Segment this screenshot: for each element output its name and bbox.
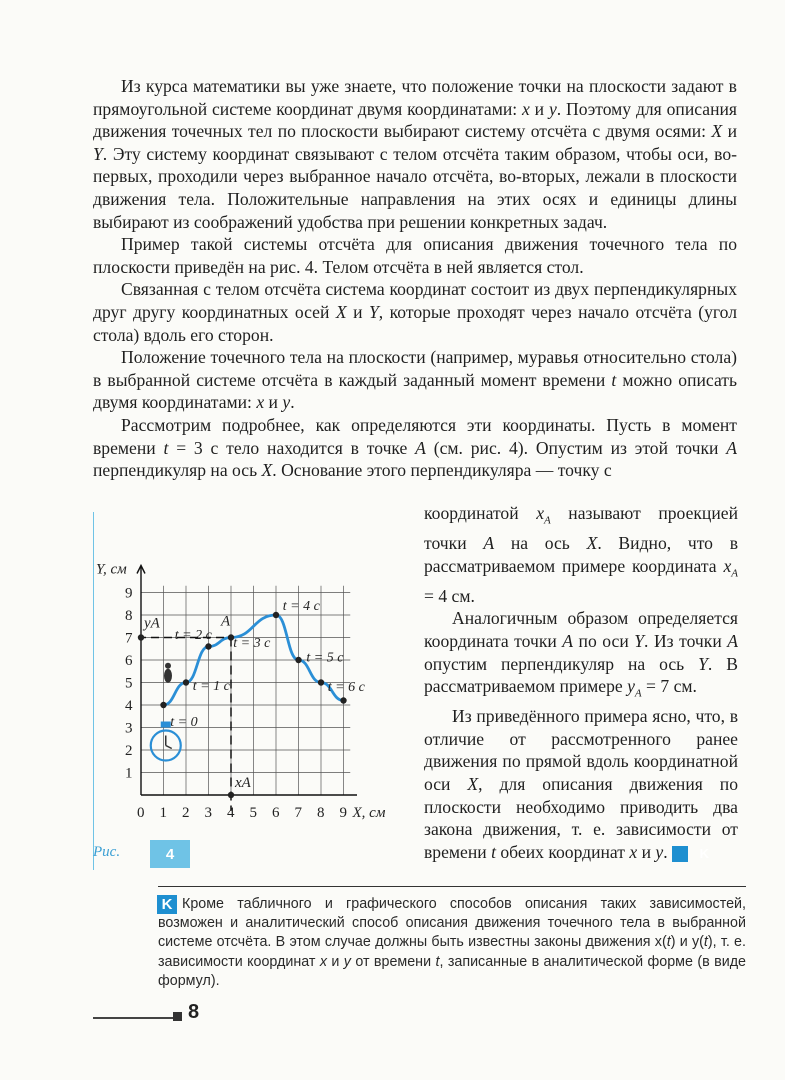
figure-number-badge: 4 <box>150 840 190 868</box>
time-label: t = 6 с <box>327 679 365 695</box>
x-tick-label: 9 <box>339 805 347 821</box>
column-paragraph-3: Из приведённого примера ясно, что, в отличие от рассмотренного ранее движения по прямой вдоль координатной оси X, для описания движения по плоскости необходимо приводить два закона движения, т. е. зависимости от времени t обеих координат x и y. K <box>424 706 738 862</box>
y-tick-label: 7 <box>125 630 133 647</box>
ya-label: yA <box>144 615 160 632</box>
time-label: t = 4 с <box>282 598 320 614</box>
k-note-icon: K <box>157 895 177 914</box>
page-number: 8 <box>188 1001 200 1023</box>
y-tick-label: 2 <box>125 743 133 759</box>
y-tick-label: 4 <box>125 698 133 714</box>
time-label: t = 3 с <box>233 636 271 651</box>
y-tick-label: 6 <box>125 653 133 669</box>
x-tick-label: 1 <box>159 805 167 821</box>
x-tick-label: 2 <box>182 805 190 821</box>
stopwatch-part <box>166 746 172 749</box>
time-label: t = 0 <box>170 714 198 730</box>
time-label: t = 1 с <box>192 678 230 694</box>
y-axis-label: Y, см <box>96 561 127 578</box>
figure-caption: Рис. <box>93 844 121 860</box>
trajectory-point <box>318 679 324 685</box>
trajectory-point <box>273 612 279 618</box>
x-axis-label: X, см <box>352 805 386 821</box>
xa-label: xA <box>235 775 251 791</box>
figure-4 <box>93 512 414 870</box>
y-tick-label: 8 <box>125 608 133 624</box>
paragraph-4: Положение точечного тела на плоскости (например, муравья относительно стола) в выбранной системе отсчёта в каждый заданный момент времени t можно описать двумя координатами: x и y. <box>93 347 738 413</box>
note-text: Кроме табличного и графического способов описания таких зависимостей, возможен и аналитический способ описания движения точечного тела в выбранной системе отсчёта. В этом случае должны быть известны законы движения x(t) и y(t), т. е. зависимости координат x и y от времени t, записанные в аналитической форме (в виде формул). <box>158 896 746 989</box>
paragraph-3: Связанная с телом отсчёта система координат состоит из двух перпендикулярных друг другу координатных осей X и Y, которые проходят через начало отсчёта (угол стола) вдоль его сторон. <box>93 279 737 345</box>
paragraph-5: Рассмотрим подробнее, как определяются эти координаты. Пусть в момент времени t = 3 с тело находится в точке A (см. рис. 4). Опустим из этой точки A перпендикуляр на ось X. Основание этого перпендикуляра — точку с <box>93 414 737 481</box>
paragraph-2: Пример такой системы отсчёта для описания движения точечного тела по плоскости приведён на рис. 4. Телом отсчёта в ней является стол. <box>93 234 737 277</box>
x-tick-label: 3 <box>204 805 212 821</box>
y-tick-label: 3 <box>125 720 133 737</box>
ant-icon <box>164 669 172 683</box>
trajectory-point <box>205 643 211 649</box>
trajectory-chart <box>94 512 414 842</box>
stopwatch-part <box>161 722 171 728</box>
right-column <box>424 502 738 863</box>
footer-square <box>173 1012 182 1021</box>
ant-head <box>165 663 171 669</box>
trajectory-point <box>295 657 301 663</box>
x-tick-label: 6 <box>272 805 280 821</box>
trajectory-point <box>340 697 346 703</box>
time-label: t = 5 с <box>306 650 344 666</box>
point-a-label: A <box>221 613 231 630</box>
y-tick-label: 9 <box>125 585 133 602</box>
x-tick-label: 0 <box>137 805 145 821</box>
main-text <box>93 75 737 482</box>
trajectory-point <box>160 702 166 708</box>
ya-point <box>138 634 144 640</box>
paragraph-1: Из курса математики вы уже знаете, что положение точки на плоскости задают в прямоугольной системе координат двумя координатами: x и y. Поэтому для описания движения точечных тел по плоскости выбирают систему отсчёта с двумя осями: X и Y. Эту систему координат связывают с телом отсчёта таким образом, чтобы оси, во-первых, проходили через выбранное начало отсчёта, во-вторых, лежали в плоскости движения тела. Положительные направления на этих осях и единицы длины выбирают из соображений удобства при решении конкретных задач. <box>93 76 737 232</box>
xa-point <box>228 792 234 798</box>
y-tick-label: 1 <box>125 765 133 782</box>
x-tick-label: 7 <box>294 805 302 821</box>
trajectory-point <box>183 679 189 685</box>
x-tick-label: 4 <box>227 805 235 821</box>
note-box <box>158 886 746 991</box>
column-paragraph-1: координатой $x_A$ называют проекцией точки A на ось X. Видно, что в рассматриваемом примере координата $x_A = 4$ см. <box>424 503 738 606</box>
x-tick-label: 5 <box>249 805 257 821</box>
footer-rule <box>93 1017 173 1019</box>
x-tick-label: 8 <box>317 805 325 821</box>
column-paragraph-2: Аналогичным образом определяется координата точки A по оси Y. Из точки A опустим перпендикуляр на ось Y. В рассматриваемом примере $y_A = 7$ см. <box>424 608 738 700</box>
k-inline-icon: K <box>672 846 688 862</box>
y-tick-label: 5 <box>125 675 133 692</box>
time-label: t = 2 с <box>174 628 212 644</box>
